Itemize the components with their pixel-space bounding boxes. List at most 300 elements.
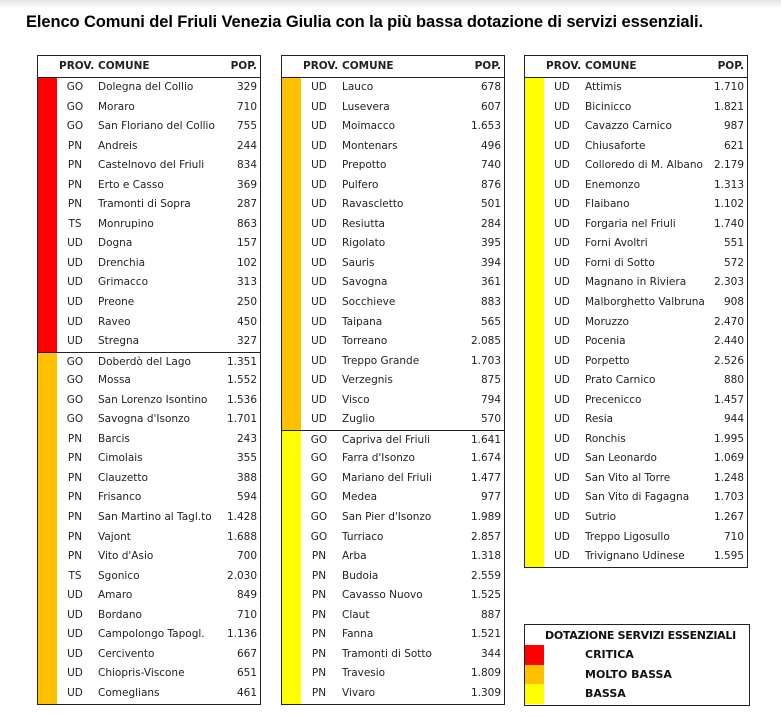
level-bar [38,410,57,430]
table-row [38,567,260,587]
table-row [38,371,260,391]
comune-cell: Bordano [98,608,142,621]
table-row [38,664,260,684]
pop-cell: 944 [723,413,744,426]
level-bar [38,625,57,645]
comune-cell: Cercivento [98,647,155,660]
prov-cell: UD [554,178,570,191]
level-bar [282,547,301,567]
pop-cell: 1.477 [470,471,501,484]
prov-cell: PN [311,569,327,582]
comune-cell: Pocenia [585,335,626,348]
table-row [38,254,260,274]
comune-cell: Andreis [98,139,138,152]
pop-cell: 710 [236,100,257,113]
legend-swatch [525,665,544,685]
pop-cell: 327 [236,335,257,348]
prov-cell: PN [67,471,83,484]
level-bar [38,78,57,98]
prov-cell: UD [311,315,327,328]
table-row [525,117,747,137]
table-row [282,567,504,587]
pop-cell: 1.457 [713,393,744,406]
comuni-table-1 [37,55,261,705]
level-bar [38,254,57,274]
table-row [38,117,260,137]
prov-cell: UD [311,159,327,172]
table-row [525,332,747,352]
prov-cell: UD [554,100,570,113]
table-header [525,56,747,78]
comune-cell: Precenicco [585,393,642,406]
prov-cell: UD [67,647,83,660]
level-bar [38,567,57,587]
legend-label: CRITICA [585,648,634,661]
table-row [525,137,747,157]
table-row [525,273,747,293]
level-bar [525,547,544,567]
comune-cell: San Floriano del Collio [98,120,215,133]
prov-cell: UD [67,686,83,699]
comune-cell: Drenchia [98,256,146,269]
comune-cell: Vito d'Asio [98,550,154,563]
comune-cell: Claut [342,608,370,621]
legend-swatch [525,684,544,704]
comune-cell: Chiopris-Viscone [98,667,185,680]
table-row [282,606,504,626]
comune-cell: Savogna [342,276,388,289]
pop-cell: 1.428 [226,511,257,524]
pop-cell: 740 [480,159,501,172]
table-row [525,215,747,235]
table-row [38,547,260,567]
level-bar [282,645,301,665]
legend [524,624,750,706]
level-bar [282,137,301,157]
pop-cell: 794 [480,393,501,406]
level-bar [525,254,544,274]
level-bar [525,469,544,489]
level-bar [38,547,57,567]
level-bar [38,234,57,254]
table-row [38,625,260,645]
comune-cell: Cavasso Nuovo [342,589,423,602]
prov-cell: UD [67,237,83,250]
comune-cell: Amaro [98,589,133,602]
prov-cell: PN [67,491,83,504]
table-row [525,508,747,528]
header-pop: POP. [230,60,257,72]
table-row [282,625,504,645]
level-bar [525,449,544,469]
pop-cell: 355 [236,452,257,465]
table-row [38,488,260,508]
comune-cell: Preone [98,296,135,309]
table-row [282,430,504,450]
level-bar [282,195,301,215]
header-pop: POP. [474,60,501,72]
comune-cell: Moruzzo [585,315,629,328]
level-bar [282,234,301,254]
level-bar [282,176,301,196]
comune-cell: Socchieve [342,296,396,309]
level-bar [525,176,544,196]
table-row [38,273,260,293]
prov-cell: UD [311,413,327,426]
level-bar [38,664,57,684]
pop-cell: 755 [236,120,257,133]
comune-cell: Verzegnis [342,374,393,387]
table-row [282,410,504,430]
pop-cell: 284 [480,217,501,230]
table-row [525,78,747,98]
pop-cell: 1.552 [226,374,257,387]
level-bar [38,98,57,118]
comune-cell: Raveo [98,315,131,328]
header-pop: POP. [717,60,744,72]
prov-cell: UD [311,374,327,387]
table-row [38,508,260,528]
comune-cell: Travesio [342,667,386,680]
level-bar [525,332,544,352]
comune-cell: Torreano [342,335,388,348]
pop-cell: 1.313 [713,178,744,191]
prov-cell: GO [66,120,84,133]
comune-cell: Enemonzo [585,178,640,191]
prov-cell: UD [554,120,570,133]
level-bar [525,430,544,450]
table-row [282,528,504,548]
table-row [38,684,260,704]
table-row [38,449,260,469]
pop-cell: 1.351 [226,355,257,368]
prov-cell: UD [311,296,327,309]
pop-cell: 607 [480,100,501,113]
pop-cell: 2.440 [713,335,744,348]
level-bar [38,293,57,313]
prov-cell: PN [67,198,83,211]
pop-cell: 2.526 [713,354,744,367]
comune-cell: Sgonico [98,569,140,582]
comune-cell: Ronchis [585,432,626,445]
comune-cell: Mossa [98,374,131,387]
table-row [525,547,747,567]
pop-cell: 1.102 [713,198,744,211]
prov-cell: UD [554,452,570,465]
prov-cell: TS [68,569,82,582]
pop-cell: 1.525 [470,589,501,602]
pop-cell: 977 [480,491,501,504]
comune-cell: San Leonardo [585,452,657,465]
level-bar [282,117,301,137]
table-row [282,117,504,137]
level-bar [282,293,301,313]
prov-cell: GO [310,511,328,524]
pop-cell: 394 [480,256,501,269]
comune-cell: Forgaria nel Friuli [585,217,676,230]
level-bar [282,488,301,508]
prov-cell: UD [554,491,570,504]
pop-cell: 876 [480,178,501,191]
level-bar [38,215,57,235]
level-bar [525,508,544,528]
prov-cell: UD [554,530,570,543]
comune-cell: Pulfero [342,178,379,191]
level-bar [525,391,544,411]
level-bar [38,273,57,293]
level-bar [525,156,544,176]
level-bar [525,313,544,333]
comune-cell: San Martino al Tagl.to [98,511,212,524]
table-row [38,234,260,254]
comune-cell: Vajont [98,530,131,543]
pop-cell: 880 [723,374,744,387]
prov-cell: UD [311,393,327,406]
pop-cell: 908 [723,296,744,309]
table-row [525,352,747,372]
comune-cell: Erto e Casso [98,178,164,191]
comune-cell: Cavazzo Carnico [585,120,672,133]
table-row [525,528,747,548]
prov-cell: PN [311,647,327,660]
header-comune: COMUNE [342,60,394,72]
table-row [282,645,504,665]
comune-cell: Taipana [342,315,383,328]
prov-cell: UD [554,511,570,524]
pop-cell: 565 [480,315,501,328]
prov-cell: UD [554,393,570,406]
table-row [525,98,747,118]
level-bar [525,117,544,137]
prov-cell: PN [67,550,83,563]
table-row [282,449,504,469]
table-row [525,313,747,333]
level-bar [38,449,57,469]
pop-cell: 710 [723,530,744,543]
level-bar [525,273,544,293]
table-row [282,664,504,684]
pop-cell: 710 [236,608,257,621]
comune-cell: Castelnovo del Friuli [98,159,205,172]
legend-item-bassa [525,684,749,704]
comune-cell: Chiusaforte [585,139,646,152]
comune-cell: Fanna [342,628,374,641]
level-bar [38,117,57,137]
prov-cell: UD [67,589,83,602]
pop-cell: 570 [480,413,501,426]
prov-cell: UD [67,296,83,309]
pop-cell: 450 [236,315,257,328]
table-row [525,410,747,430]
level-bar [525,371,544,391]
legend-item-molto-bassa [525,665,749,685]
pop-cell: 369 [236,178,257,191]
comune-cell: Lusevera [342,100,390,113]
pop-cell: 551 [723,237,744,250]
table-row [282,313,504,333]
legend-swatch [525,645,544,665]
table-row [525,449,747,469]
comune-cell: Dolegna del Collio [98,81,194,93]
table-row [38,352,260,372]
pop-cell: 572 [723,256,744,269]
pop-cell: 244 [236,139,257,152]
prov-cell: PN [67,511,83,524]
level-bar [282,410,301,430]
table-row [282,488,504,508]
prov-cell: PN [311,667,327,680]
comune-cell: Budoia [342,569,379,582]
table-row [525,430,747,450]
comune-cell: Forni di Sotto [585,256,655,269]
pop-cell: 863 [236,217,257,230]
level-bar [525,293,544,313]
prov-cell: UD [554,139,570,152]
level-bar [38,353,57,372]
prov-cell: PN [67,530,83,543]
level-bar [38,508,57,528]
table-row [38,215,260,235]
comune-cell: Tramonti di Sopra [98,198,191,211]
table-row [282,508,504,528]
level-bar [282,254,301,274]
pop-cell: 1.318 [470,550,501,563]
pop-cell: 2.857 [470,530,501,543]
level-bar [282,469,301,489]
level-bar [525,98,544,118]
level-bar [38,137,57,157]
table-row [525,293,747,313]
prov-cell: UD [311,276,327,289]
pop-cell: 621 [723,139,744,152]
table-body [525,78,747,567]
prov-cell: UD [554,217,570,230]
pop-cell: 678 [480,81,501,93]
pop-cell: 1.595 [713,550,744,563]
pop-cell: 395 [480,237,501,250]
table-row [282,371,504,391]
level-bar [525,137,544,157]
comune-cell: San Lorenzo Isontino [98,393,208,406]
table-row [38,78,260,98]
prov-cell: UD [311,178,327,191]
prov-cell: UD [311,354,327,367]
prov-cell: GO [310,471,328,484]
level-bar [38,528,57,548]
prov-cell: UD [67,276,83,289]
table-row [38,430,260,450]
pop-cell: 329 [236,81,257,93]
level-bar [525,352,544,372]
prov-cell: UD [554,256,570,269]
pop-cell: 1.536 [226,393,257,406]
pop-cell: 1.521 [470,628,501,641]
comune-cell: Attimis [585,81,622,93]
table-row [38,332,260,352]
comune-cell: Farra d'Isonzo [342,452,415,465]
pop-cell: 496 [480,139,501,152]
prov-cell: UD [311,198,327,211]
prov-cell: PN [67,178,83,191]
level-bar [282,449,301,469]
table-row [38,606,260,626]
prov-cell: UD [67,628,83,641]
table-row [525,371,747,391]
pop-cell: 1.809 [470,667,501,680]
prov-cell: UD [67,256,83,269]
prov-cell: UD [311,120,327,133]
table-row [38,391,260,411]
pop-cell: 1.703 [470,354,501,367]
table-row [38,313,260,333]
comune-cell: Monrupino [98,217,154,230]
table-row [38,410,260,430]
comune-cell: Sauris [342,256,375,269]
prov-cell: PN [67,452,83,465]
level-bar [282,156,301,176]
pop-cell: 361 [480,276,501,289]
pop-cell: 875 [480,374,501,387]
page-title: Elenco Comuni del Friuli Venezia Giulia con la più bassa dotazione di servizi essenziali. [26,13,703,31]
table-row [282,156,504,176]
comune-cell: Tramonti di Sotto [342,647,432,660]
prov-cell: UD [554,296,570,309]
table-row [38,176,260,196]
prov-cell: GO [310,433,328,446]
table-body [38,78,260,704]
comune-cell: Montenars [342,139,398,152]
pop-cell: 883 [480,296,501,309]
pop-cell: 388 [236,471,257,484]
prov-cell: UD [311,139,327,152]
level-bar [282,78,301,98]
table-row [282,273,504,293]
table-row [525,156,747,176]
prov-cell: UD [67,335,83,348]
prov-cell: UD [67,315,83,328]
pop-cell: 1.641 [470,433,501,446]
legend-title: DOTAZIONE SERVIZI ESSENZIALI [545,629,736,642]
pop-cell: 1.821 [713,100,744,113]
table-row [525,234,747,254]
prov-cell: UD [311,335,327,348]
comune-cell: Resia [585,413,614,426]
prov-cell: UD [554,432,570,445]
comune-cell: Prato Carnico [585,374,656,387]
comune-cell: Colloredo di M. Albano [585,159,703,172]
prov-cell: UD [554,374,570,387]
prov-cell: UD [554,198,570,211]
comune-cell: Trivignano Udinese [585,550,685,563]
level-bar [38,488,57,508]
table-row [282,98,504,118]
level-bar [282,371,301,391]
pop-cell: 287 [236,198,257,211]
comune-cell: Turriaco [342,530,384,543]
comune-cell: Frisanco [98,491,142,504]
comune-cell: San Vito di Fagagna [585,491,690,504]
comune-cell: Zuglio [342,413,375,426]
table-row [282,547,504,567]
level-bar [282,431,301,450]
prov-cell: PN [311,686,327,699]
pop-cell: 2.303 [713,276,744,289]
level-bar [38,606,57,626]
level-bar [38,371,57,391]
level-bar [38,469,57,489]
pop-cell: 2.470 [713,315,744,328]
table-row [282,137,504,157]
